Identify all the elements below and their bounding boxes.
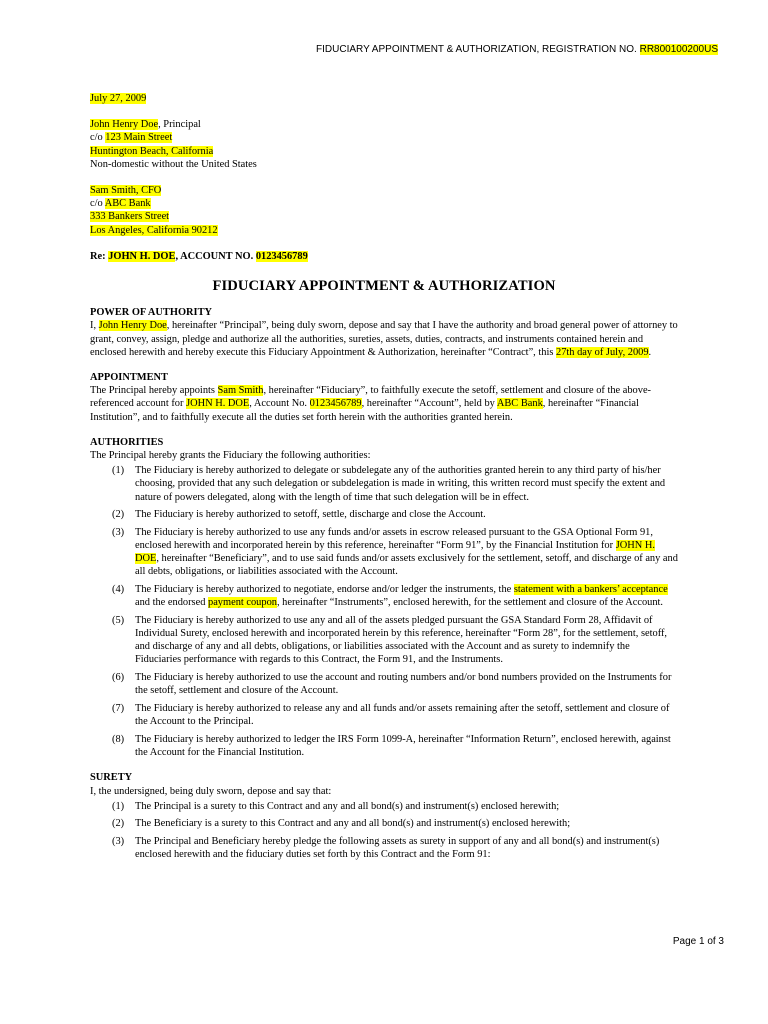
authority-item: (7) The Fiduciary is hereby authorized to release any and all funds and/or assets remaining after the setoff, settlement and closure of the Account to the Principal. xyxy=(112,702,670,728)
principal-co: c/o xyxy=(90,132,106,144)
document-header xyxy=(316,44,718,55)
page-number: Page 1 of 3 xyxy=(672,936,724,947)
power-heading: POWER OF AUTHORITY xyxy=(90,307,213,319)
re-label: Re: xyxy=(90,250,109,262)
authority-item: (2) The Fiduciary is hereby authorized to setoff, settle, discharge and close the Account. xyxy=(112,509,486,521)
authority-item: (8) The Fiduciary is hereby authorized to ledger the IRS Form 1099-A, hereinafter “Information Return”, enclosed herewith, against the Account for the Financial Institution. xyxy=(112,733,671,758)
authority-beneficiary: JOHN H. DOE xyxy=(135,540,655,565)
appointment-paragraph: The Principal hereby appoints Sam Smith, hereinafter “Fiduciary”, to faithfully execute the setoff, settlement and closure of the above-referenced account for JOHN H. DOE, Account No. 0123456789, hereinafter “Account”, held by ABC Bank, hereinafter “Financial Institution”, and to faithfully execute all the duties set forth herein with the authorities granted herein. xyxy=(90,385,652,423)
authority-payment-coupon: payment coupon xyxy=(208,597,277,609)
power-paragraph: I, John Henry Doe, hereinafter “Principal”, being duly sworn, depose and say that I have the authority and broad general power of attorney to grant, convey, assign, pledge and authorize all the authorities, sureties, assets, duties, contracts, and instruments contained herein and enclosed herewith and hereby execute this Fiduciary Appointment & Authorization, hereinafter “Contract”, this 27th day of July, 2009. xyxy=(90,320,678,358)
fiduciary-co: c/o xyxy=(90,198,105,210)
appointment-beneficiary: JOHN H. DOE xyxy=(186,398,250,410)
surety-heading: SURETY xyxy=(90,772,133,784)
surety-item: (1) The Principal is a surety to this Contract and any and all bond(s) and instrument(s) enclosed herewith; xyxy=(112,800,560,812)
re-account: 0123456789 xyxy=(255,250,308,262)
principal-city: Huntington Beach, California xyxy=(90,145,214,157)
principal-name: John Henry Doe xyxy=(90,119,159,131)
appointment-bank: ABC Bank xyxy=(496,398,543,410)
fiduciary-bank: ABC Bank xyxy=(104,198,151,210)
authority-item: (4) The Fiduciary is hereby authorized to negotiate, endorse and/or ledger the instruments, the statement with a bankers’ acceptance and the endorsed payment coupon, hereinafter “Instruments”, enclosed herewith, for the settlement and closure of the Account. xyxy=(112,584,668,609)
principal-role: , Principal xyxy=(158,119,201,131)
surety-intro: I, the undersigned, being duly sworn, depose and say that: xyxy=(90,785,332,797)
fiduciary-city: Los Angeles, California 90212 xyxy=(90,224,218,236)
registration-number: RR800100200US xyxy=(639,44,718,55)
appointment-heading: APPOINTMENT xyxy=(90,372,168,384)
power-principal-name: John Henry Doe xyxy=(98,320,167,332)
fiduciary-address xyxy=(90,184,678,237)
re-line xyxy=(90,250,678,263)
surety-list xyxy=(90,800,678,862)
principal-street: 123 Main Street xyxy=(105,132,173,144)
fiduciary-street: 333 Bankers Street xyxy=(90,211,170,223)
appointment-account: 0123456789 xyxy=(309,398,362,410)
authorities-heading: AUTHORITIES xyxy=(90,436,164,448)
surety-item: (3) The Principal and Beneficiary hereby pledge the following assets as surety in support of any and all bond(s) and instrument(s) enclosed herewith and the fiduciary duties set forth by this Contract and the Form 91: xyxy=(112,836,660,861)
fiduciary-name: Sam Smith, CFO xyxy=(90,185,162,197)
letter-date xyxy=(90,92,678,105)
authorities-intro: The Principal hereby grants the Fiduciary the following authorities: xyxy=(90,450,371,462)
principal-address xyxy=(90,118,678,171)
power-date: 27th day of July, 2009 xyxy=(556,346,649,358)
date-text: July 27, 2009 xyxy=(90,93,147,104)
header-title: FIDUCIARY APPOINTMENT & AUTHORIZATION, REGISTRATION NO. xyxy=(316,44,640,55)
appointment-fiduciary-name: Sam Smith xyxy=(217,385,264,397)
authority-item: (3) The Fiduciary is hereby authorized to use any funds and/or assets in escrow released pursuant to the GSA Optional Form 91, enclosed herewith and incorporated herein by this reference, hereinafter “Form 91”, by the Financial Institution for JOHN H. DOE, hereinafter “Beneficiary”, and to use said funds and/or assets exclusively for the settlement, setoff, and discharge of any and all debts, obligations, or liabilities associated with the Account. xyxy=(112,526,678,578)
document-body xyxy=(90,92,678,866)
re-account-label: , ACCOUNT NO. xyxy=(175,250,256,262)
re-name: JOHN H. DOE xyxy=(108,250,176,262)
authority-item: (6) The Fiduciary is hereby authorized to use the account and routing numbers and/or bond numbers provided on the Instruments for the setoff, settlement and closure of the Account. xyxy=(112,672,672,697)
authority-item: (1) The Fiduciary is hereby authorized to delegate or subdelegate any of the authorities granted herein to any third party of his/her choosing, provided that any such delegation or subdelegation is made in writing, this written record must specify the extent and nature of powers delegated, along with the length of time that such delegation will be in effect. xyxy=(112,465,666,503)
authority-item: (5) The Fiduciary is hereby authorized to use any and all of the assets pledged pursuant the GSA Standard Form 28, Affidavit of Individual Surety, enclosed herewith and incorporated herein by this reference, hereinafter “Form 28”, for the settlement, setoff, and discharge of any and all debts, obligations, or liabilities associated with the Account and as surety to indemnify the Fiduciaries performance with regards to this Contract, the Form 91, and the Instruments. xyxy=(112,614,668,666)
authority-statement: statement with a bankers’ acceptance xyxy=(513,584,668,596)
principal-note: Non-domestic without the United States xyxy=(90,158,257,170)
surety-item: (2) The Beneficiary is a surety to this Contract and any and all bond(s) and instrument(s) enclosed herewith; xyxy=(112,818,571,830)
authorities-list xyxy=(90,464,678,759)
document-title: FIDUCIARY APPOINTMENT & AUTHORIZATION xyxy=(212,278,556,295)
